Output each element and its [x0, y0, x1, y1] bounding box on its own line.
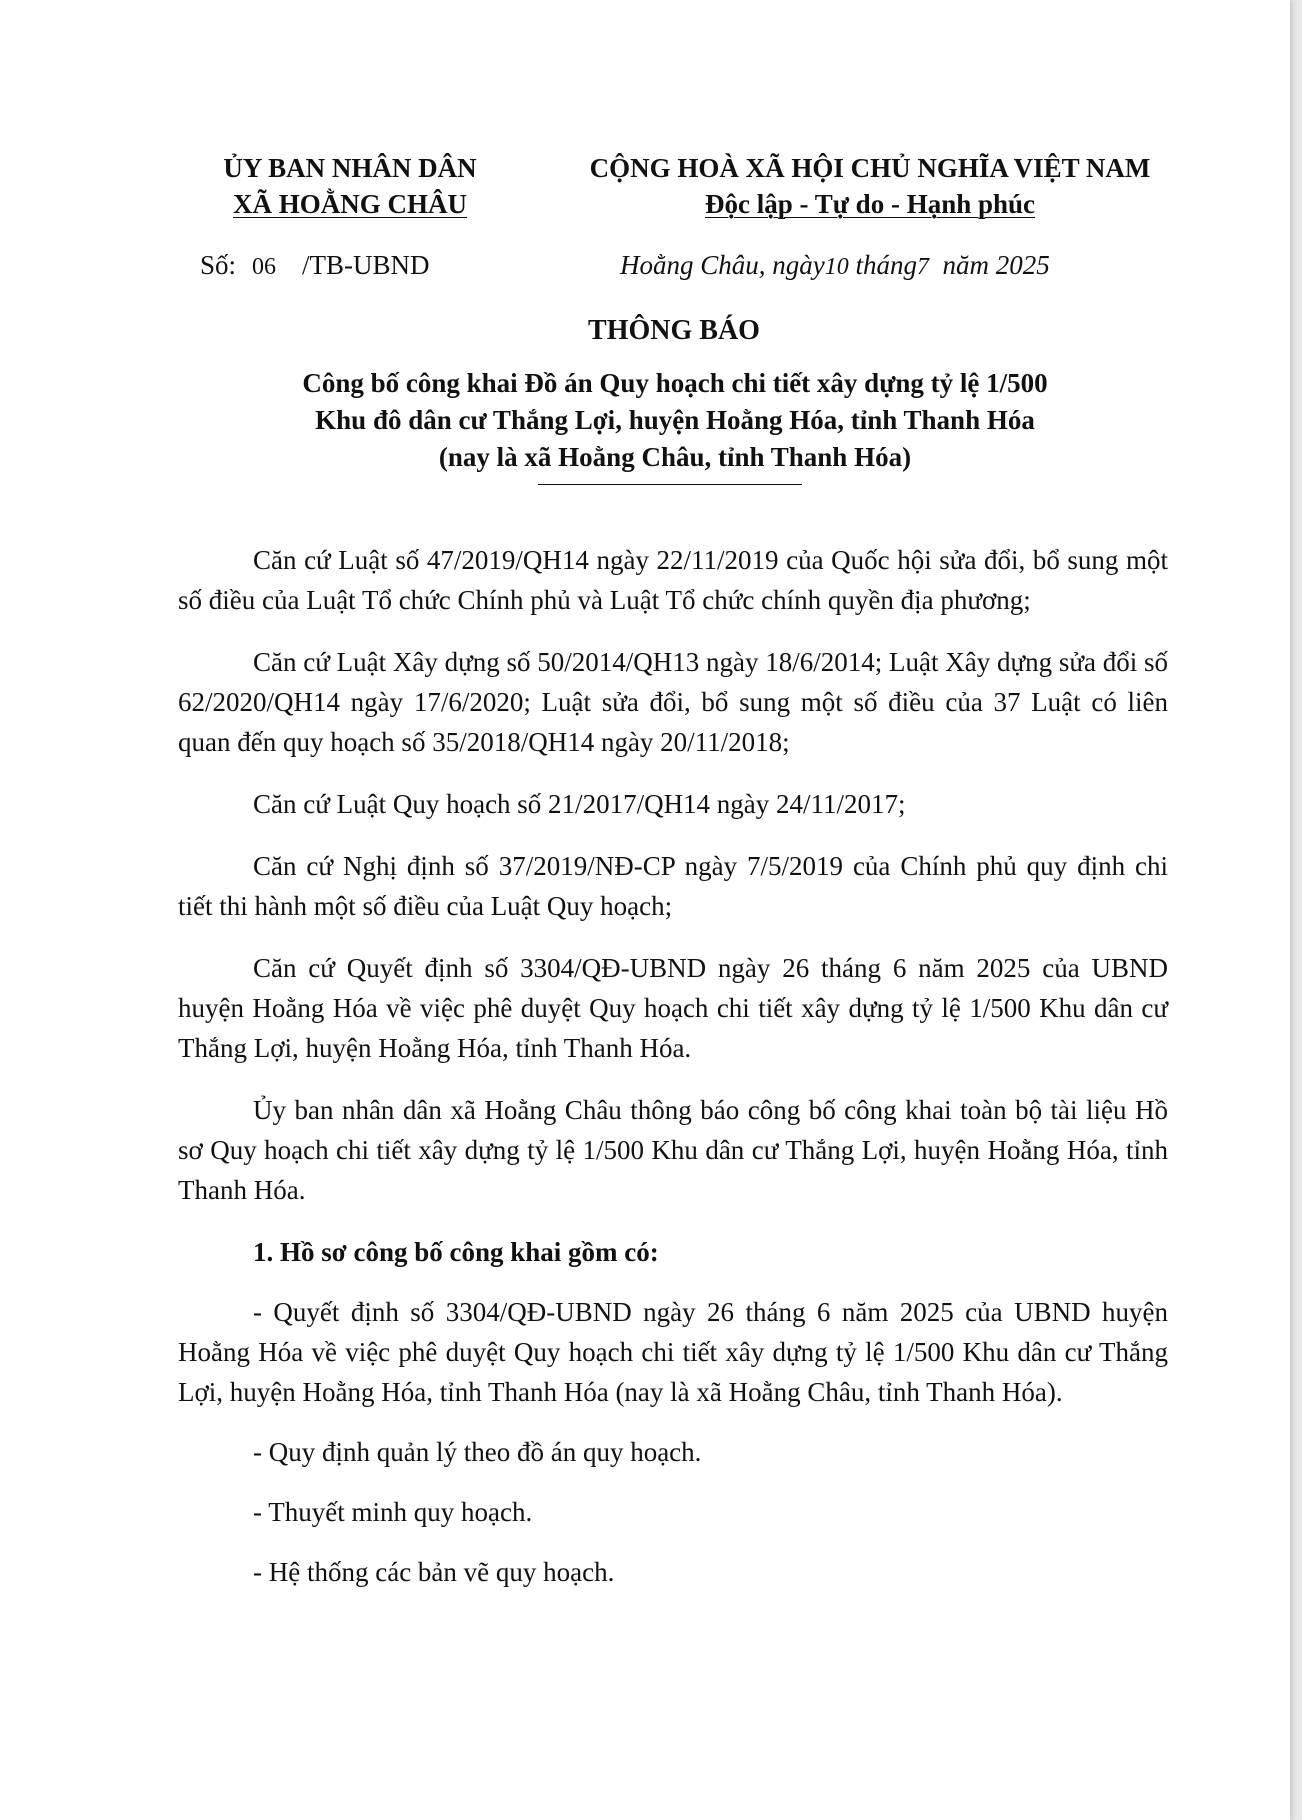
subtitle-line-1: Công bố công khai Đồ án Quy hoạch chi tiết xây dựng tỷ lệ 1/500 — [302, 368, 1048, 398]
date-month: 7 — [917, 254, 930, 280]
authority-line-1: ỦY BAN NHÂN DÂN — [223, 153, 477, 183]
legal-basis-paragraph: Căn cứ Nghị định số 37/2019/NĐ-CP ngày 7/5/2019 của Chính phủ quy định chi tiết thi hành một số điều của Luật Quy hoạch; — [178, 851, 1168, 921]
motto-text: Độc lập - Tự do - Hạnh phúc — [704, 189, 1036, 219]
section-1-item: - Quyết định số 3304/QĐ-UBND ngày 26 tháng 6 năm 2025 của UBND huyện Hoằng Hóa về việc phê duyệt Quy hoạch chi tiết xây dựng tỷ lệ 1/500 Khu dân cư Thắng Lợi, huyện Hoằng Hóa, tỉnh Thanh Hóa (nay là xã Hoằng Châu, tỉnh Thanh Hóa). — [178, 1297, 1168, 1407]
date-day: 10 — [824, 254, 849, 280]
legal-basis-paragraph: Căn cứ Quyết định số 3304/QĐ-UBND ngày 26 tháng 6 năm 2025 của UBND huyện Hoằng Hóa về việc phê duyệt Quy hoạch chi tiết xây dựng tỷ lệ 1/500 Khu dân cư Thắng Lợi, huyện Hoằng Hóa, tỉnh Thanh Hóa. — [178, 953, 1168, 1063]
legal-basis-paragraph: Căn cứ Luật Quy hoạch số 21/2017/QH14 ngày 24/11/2017; — [253, 789, 906, 819]
date-line — [620, 250, 1050, 281]
motto-line — [570, 186, 1170, 222]
date-year: năm 2025 — [942, 250, 1050, 280]
doc-number-suffix: /TB-UBND — [302, 250, 430, 280]
section-1-item: - Hệ thống các bản vẽ quy hoạch. — [253, 1557, 615, 1587]
section-1-item: - Thuyết minh quy hoạch. — [253, 1497, 533, 1527]
doc-number-prefix: Số: — [200, 250, 237, 280]
authority-name: XÃ HOẰNG CHÂU — [233, 189, 467, 219]
subtitle-line-2: Khu đô dân cư Thắng Lợi, huyện Hoằng Hóa, tỉnh Thanh Hóa — [315, 405, 1035, 435]
document-body — [178, 540, 1168, 1612]
announcement-paragraph: Ủy ban nhân dân xã Hoằng Châu thông báo công bố công khai toàn bộ tài liệu Hồ sơ Quy hoạch chi tiết xây dựng tỷ lệ 1/500 Khu dân cư Thắng Lợi, huyện Hoằng Hóa, tỉnh Thanh Hóa. — [178, 1095, 1168, 1205]
subtitle-line-3: (nay là xã Hoằng Châu, tỉnh Thanh Hóa) — [438, 442, 912, 472]
section-1-item: - Quy định quản lý theo đồ án quy hoạch. — [253, 1437, 702, 1467]
national-motto — [570, 150, 1170, 222]
legal-basis-paragraph: Căn cứ Luật Xây dựng số 50/2014/QH13 ngày 18/6/2014; Luật Xây dựng sửa đổi số 62/2020/QH14 ngày 17/6/2020; Luật sửa đổi, bổ sung một số điều của 37 Luật có liên quan đến quy hoạch số 35/2018/QH14 ngày 20/11/2018; — [178, 647, 1168, 757]
title-divider — [538, 484, 802, 485]
doc-number-value: 06 — [252, 254, 277, 280]
document-subtitle — [250, 365, 1100, 476]
date-month-label: tháng — [855, 250, 918, 280]
authority-line-2 — [200, 186, 500, 222]
legal-basis-paragraph: Căn cứ Luật số 47/2019/QH14 ngày 22/11/2019 của Quốc hội sửa đổi, bổ sung một số điều của Luật Tổ chức Chính phủ và Luật Tổ chức chính quyền địa phương; — [178, 545, 1168, 615]
issuing-authority — [200, 150, 500, 222]
section-1-heading: 1. Hồ sơ công bố công khai gồm có: — [253, 1237, 659, 1267]
document-number — [200, 250, 430, 281]
document-title: THÔNG BÁO — [588, 315, 760, 346]
nation-name: CỘNG HOÀ XÃ HỘI CHỦ NGHĨA VIỆT NAM — [589, 153, 1151, 183]
date-place: Hoằng Châu, ngày — [620, 250, 825, 280]
